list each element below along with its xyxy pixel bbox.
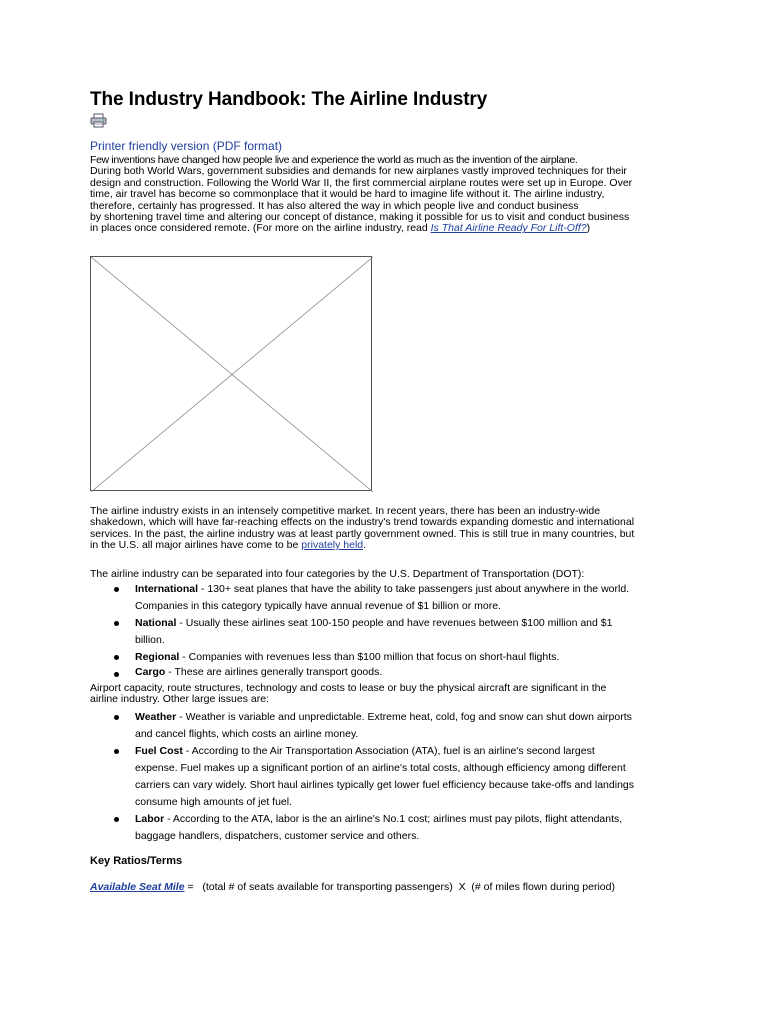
bullet-icon [114,817,119,822]
competition-line [90,540,680,551]
issues-list [114,709,674,845]
bullet-icon [114,749,119,754]
category-text: - Companies with revenues less than $100 million that focus on short-haul flights. [179,651,560,663]
issue-text: - According to the Air Transportation Association (ATA), fuel is an airline's second largest [182,745,595,757]
intro-line: Few inventions have changed how people live and experience the world as much as the invention of the airplane. [90,154,578,166]
competition-line: The airline industry exists in an intensely competitive market. In recent years, there has been an industry-wide [90,505,601,517]
list-item [114,581,674,615]
category-term: International [135,583,199,595]
competition-line: shakedown, which will have far-reaching effects on the industry's trend towards expanding domestic and international [90,516,635,529]
category-text: - These are airlines generally transport goods. [165,666,383,678]
category-term: National [135,617,177,629]
list-item [114,649,674,666]
competition-text: in the U.S. all major airlines have come to be [90,539,302,552]
intro-text: ) [586,222,591,235]
available-seat-mile-link[interactable]: Available Seat Mile [90,881,185,893]
intro-line: time, air travel has become so commonplace that it would be hard to imagine life without it. The airline industry, [90,188,605,201]
intro-line: design and construction. Following the World War II, the first commercial airplane routes were set up in Europe. Over [90,176,633,189]
bullet-icon [114,621,119,626]
intro-line: During both World Wars, government subsidies and demands for new airplanes vastly improved techniques for their [90,165,627,178]
airline-liftoff-link[interactable]: Is That Airline Ready For Lift-Off? [430,222,587,235]
bullet-icon [114,672,119,677]
category-term: Cargo [135,666,166,678]
issue-text: - Weather is variable and unpredictable. Extreme heat, cold, fog and snow can shut down airports [176,711,632,723]
issue-text: - According to the ATA, labor is the an airline's No.1 cost; airlines must pay pilots, flight attendants, [164,813,623,825]
page-title: The Industry Handbook: The Airline Industry [90,89,488,110]
asm-formula-text: = (total # of seats available for transporting passengers) X (# of miles flown during period) [184,881,615,893]
category-text: - Usually these airlines seat 100-150 people and have revenues between $100 million and $1 [176,617,613,629]
issue-text: expense. Fuel makes up a significant portion of an airline's total costs, although efficiency among different [135,762,626,774]
competition-text: . [363,539,367,552]
issue-text: and cancel flights, which costs an airline money. [135,728,359,740]
issue-text: consume high amounts of jet fuel. [135,796,293,808]
issue-text: baggage handlers, dispatchers, customer service and others. [135,830,420,842]
category-text: - 130+ seat planes that have the ability to take passengers just about anywhere in the world. [198,583,630,595]
intro-text: in places once considered remote. (For more on the airline industry, read [90,222,431,235]
category-text: billion. [135,634,165,646]
bullet-icon [114,715,119,720]
categories-intro: The airline industry can be separated into four categories by the U.S. Department of Transportation (DOT): [90,568,585,580]
intro-paragraph [90,155,680,235]
issue-text: carriers can vary widely. Short haul airlines typically get lower fuel efficiency because take-offs and landings [135,779,635,791]
category-term: Regional [135,651,180,663]
bullet-icon [114,655,119,660]
privately-held-link[interactable]: privately held [301,539,364,552]
list-item [114,811,674,845]
issues-intro-line: airline industry. Other large issues are: [90,693,269,706]
competition-line: services. In the past, the airline industry was at least partly government owned. This is still true in many countries, but [90,527,635,540]
category-text: Companies in this category typically have annual revenue of $1 billion or more. [135,600,501,612]
intro-line: by shortening travel time and altering our concept of distance, making it possible for us to visit and conduct business [90,211,630,224]
competition-paragraph [90,506,680,552]
issue-term: Labor [135,813,165,825]
asm-formula [90,881,615,893]
broken-image-icon [91,257,373,492]
printer-friendly-link[interactable]: Printer friendly version (PDF format) [90,139,283,153]
printer-icon[interactable] [90,113,107,128]
list-item [114,666,674,679]
issue-term: Fuel Cost [135,745,183,757]
list-item [114,615,674,649]
issue-term: Weather [135,711,177,723]
categories-list [114,581,674,679]
key-ratios-heading: Key Ratios/Terms [90,855,183,867]
intro-line: therefore, certainly has progressed. It has also altered the way in which people live and conduct business [90,199,579,212]
bullet-icon [114,587,119,592]
image-placeholder [90,256,372,491]
intro-line [90,223,680,234]
issues-intro [90,683,680,706]
issues-intro-line: Airport capacity, route structures, technology and costs to lease or buy the physical aircraft are significant in the [90,682,607,694]
list-item [114,743,674,811]
list-item [114,709,674,743]
